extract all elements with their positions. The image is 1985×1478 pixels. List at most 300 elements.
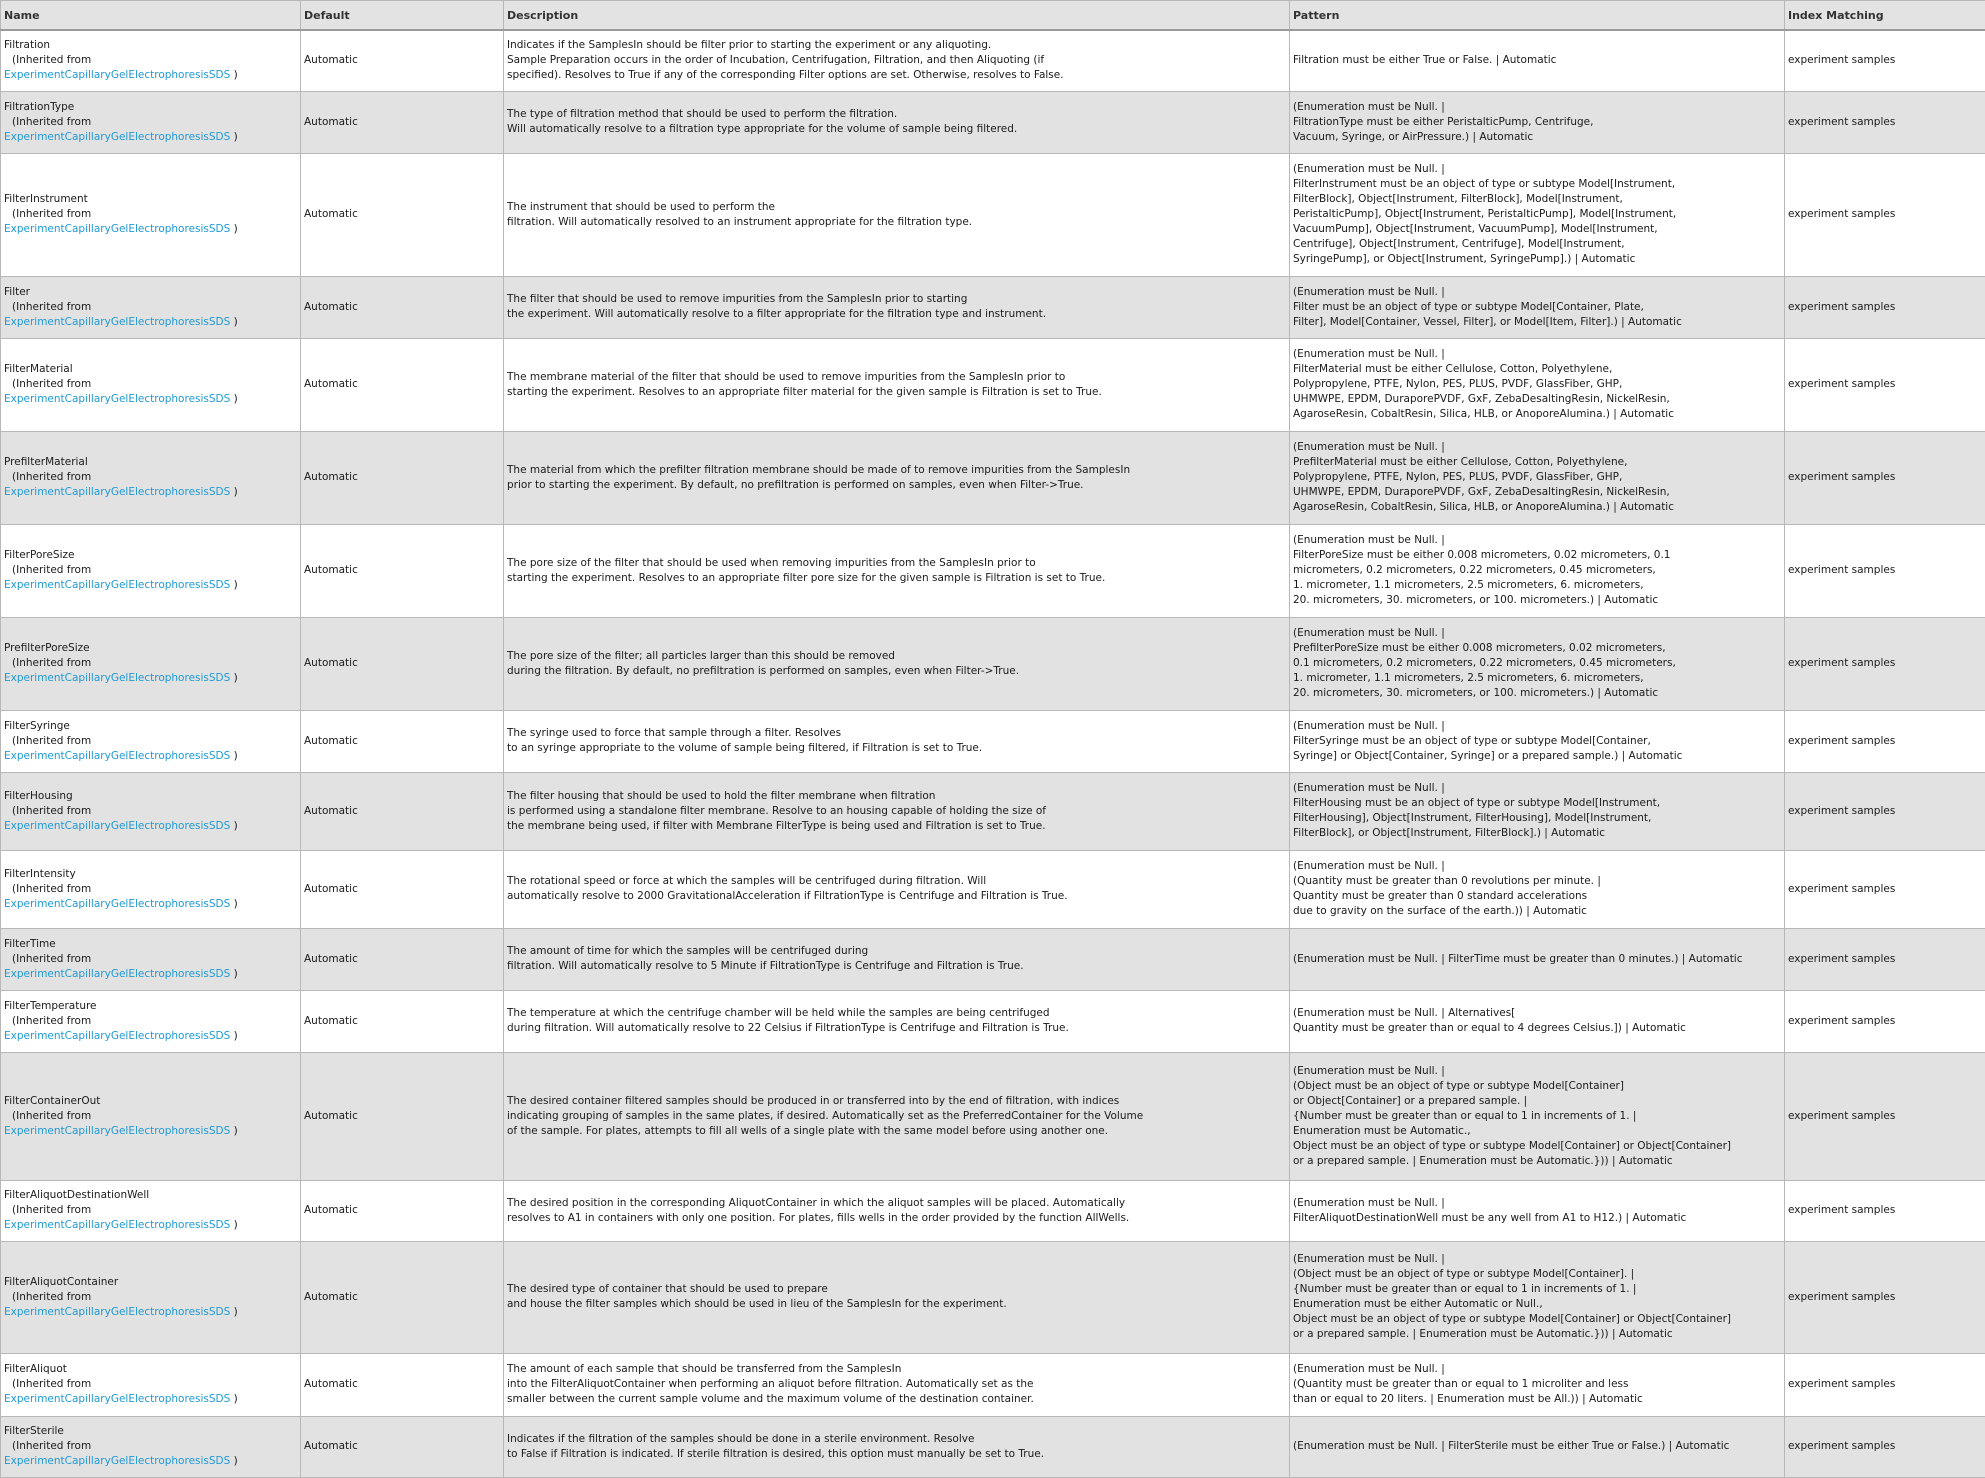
default-value: Automatic xyxy=(301,990,504,1052)
default-value: Automatic xyxy=(301,1241,504,1353)
pattern-cell xyxy=(1290,338,1785,431)
pattern-cell xyxy=(1290,1353,1785,1416)
description-cell xyxy=(504,617,1290,710)
pattern-line: Centrifuge], Object[Instrument, Centrifuge], Model[Instrument, xyxy=(1293,237,1781,252)
inherited-close-paren: ) xyxy=(230,820,237,832)
option-name-cell xyxy=(1,1416,301,1477)
option-name: PrefilterMaterial xyxy=(4,455,297,470)
inherited-note: (Inherited from xyxy=(4,804,297,819)
inherited-source-line xyxy=(4,1124,297,1139)
option-name-cell xyxy=(1,1052,301,1180)
inherited-note: (Inherited from xyxy=(4,563,297,578)
inherited-source-link[interactable]: ExperimentCapillaryGelElectrophoresisSDS xyxy=(4,223,230,235)
table-row xyxy=(1,1353,1985,1416)
inherited-note: (Inherited from xyxy=(4,300,297,315)
option-name: FilterContainerOut xyxy=(4,1094,297,1109)
pattern-line: UHMWPE, EPDM, DuraporePVDF, GxF, ZebaDesaltingResin, NickelResin, xyxy=(1293,392,1781,407)
inherited-note: (Inherited from xyxy=(4,1439,297,1454)
default-value: Automatic xyxy=(301,710,504,772)
pattern-line: FilterBlock], Object[Instrument, FilterBlock], Model[Instrument, xyxy=(1293,192,1781,207)
pattern-line: FiltrationType must be either PeristalticPump, Centrifuge, xyxy=(1293,115,1781,130)
pattern-line: (Object must be an object of type or subtype Model[Container]. | xyxy=(1293,1267,1781,1282)
header-pattern: Pattern xyxy=(1290,1,1785,31)
pattern-line: PrefilterPoreSize must be either 0.008 micrometers, 0.02 micrometers, xyxy=(1293,641,1781,656)
pattern-line: (Enumeration must be Null. | xyxy=(1293,1362,1781,1377)
pattern-line: or Object[Container] or a prepared sample. | xyxy=(1293,1094,1781,1109)
pattern-line: Filter], Model[Container, Vessel, Filter], or Model[Item, Filter].) | Automatic xyxy=(1293,315,1781,330)
pattern-cell xyxy=(1290,772,1785,850)
inherited-source-line xyxy=(4,68,297,83)
description-cell xyxy=(504,91,1290,153)
description-line: Indicates if the filtration of the samples should be done in a sterile environment. Resolve xyxy=(507,1432,1286,1447)
inherited-note: (Inherited from xyxy=(4,882,297,897)
inherited-note: (Inherited from xyxy=(4,952,297,967)
pattern-line: (Quantity must be greater than 0 revolutions per minute. | xyxy=(1293,874,1781,889)
option-name: Filter xyxy=(4,285,297,300)
index-matching-value: experiment samples xyxy=(1785,91,1985,153)
pattern-line: or a prepared sample. | Enumeration must be Automatic.})) | Automatic xyxy=(1293,1154,1781,1169)
inherited-source-link[interactable]: ExperimentCapillaryGelElectrophoresisSDS xyxy=(4,69,230,81)
inherited-close-paren: ) xyxy=(230,750,237,762)
description-cell xyxy=(504,710,1290,772)
description-line: starting the experiment. Resolves to an appropriate filter material for the given sample is Filtration is set to True. xyxy=(507,385,1286,400)
inherited-note: (Inherited from xyxy=(4,1203,297,1218)
pattern-line: (Enumeration must be Null. | xyxy=(1293,285,1781,300)
inherited-source-line xyxy=(4,967,297,982)
inherited-close-paren: ) xyxy=(230,1393,237,1405)
pattern-line: 20. micrometers, 30. micrometers, or 100. micrometers.) | Automatic xyxy=(1293,686,1781,701)
option-name: FilterSterile xyxy=(4,1424,297,1439)
pattern-line: PeristalticPump], Object[Instrument, PeristalticPump], Model[Instrument, xyxy=(1293,207,1781,222)
pattern-cell xyxy=(1290,431,1785,524)
inherited-close-paren: ) xyxy=(230,223,237,235)
inherited-source-link[interactable]: ExperimentCapillaryGelElectrophoresisSDS xyxy=(4,1219,230,1231)
inherited-source-line xyxy=(4,897,297,912)
description-line: The amount of time for which the samples will be centrifuged during xyxy=(507,944,1286,959)
inherited-source-line xyxy=(4,130,297,145)
table-row xyxy=(1,710,1985,772)
table-row xyxy=(1,617,1985,710)
header-default: Default xyxy=(301,1,504,31)
description-line: The rotational speed or force at which the samples will be centrifuged during filtration. Will xyxy=(507,874,1286,889)
description-line: The membrane material of the filter that should be used to remove impurities from the SamplesIn prior to xyxy=(507,370,1286,385)
description-line: to an syringe appropriate to the volume of sample being filtered, if Filtration is set to True. xyxy=(507,741,1286,756)
option-name: PrefilterPoreSize xyxy=(4,641,297,656)
description-line: The type of filtration method that should be used to perform the filtration. xyxy=(507,107,1286,122)
pattern-cell xyxy=(1290,850,1785,928)
pattern-line: FilterBlock], or Object[Instrument, FilterBlock].) | Automatic xyxy=(1293,826,1781,841)
table-row xyxy=(1,30,1985,91)
table-row xyxy=(1,91,1985,153)
option-name: FiltrationType xyxy=(4,100,297,115)
default-value: Automatic xyxy=(301,928,504,990)
table-row xyxy=(1,772,1985,850)
description-cell xyxy=(504,850,1290,928)
inherited-source-link[interactable]: ExperimentCapillaryGelElectrophoresisSDS xyxy=(4,1393,230,1405)
description-cell xyxy=(504,153,1290,276)
pattern-line: Enumeration must be Automatic., xyxy=(1293,1124,1781,1139)
description-cell xyxy=(504,524,1290,617)
description-line: The pore size of the filter that should be used when removing impurities from the SamplesIn prior to xyxy=(507,556,1286,571)
inherited-source-link[interactable]: ExperimentCapillaryGelElectrophoresisSDS xyxy=(4,820,230,832)
description-line: The desired type of container that should be used to prepare xyxy=(507,1282,1286,1297)
index-matching-value: experiment samples xyxy=(1785,617,1985,710)
description-line: is performed using a standalone filter membrane. Resolve to an housing capable of holding the size of xyxy=(507,804,1286,819)
pattern-cell xyxy=(1290,524,1785,617)
pattern-line: (Enumeration must be Null. | xyxy=(1293,1064,1781,1079)
option-name-cell xyxy=(1,1353,301,1416)
pattern-line: (Enumeration must be Null. | xyxy=(1293,533,1781,548)
description-line: into the FilterAliquotContainer when performing an aliquot before filtration. Automatically set as the xyxy=(507,1377,1286,1392)
option-name-cell xyxy=(1,1180,301,1241)
pattern-line: FilterHousing], Object[Instrument, FilterHousing], Model[Instrument, xyxy=(1293,811,1781,826)
pattern-line: PrefilterMaterial must be either Cellulose, Cotton, Polyethylene, xyxy=(1293,455,1781,470)
description-line: The filter that should be used to remove impurities from the SamplesIn prior to starting xyxy=(507,292,1286,307)
option-name-cell xyxy=(1,153,301,276)
table-row xyxy=(1,1241,1985,1353)
description-line: The desired position in the corresponding AliquotContainer in which the aliquot samples will be placed. Automatically xyxy=(507,1196,1286,1211)
inherited-source-link[interactable]: ExperimentCapillaryGelElectrophoresisSDS xyxy=(4,393,230,405)
description-cell xyxy=(504,928,1290,990)
pattern-cell xyxy=(1290,1416,1785,1477)
inherited-source-link[interactable]: ExperimentCapillaryGelElectrophoresisSDS xyxy=(4,672,230,684)
inherited-source-link[interactable]: ExperimentCapillaryGelElectrophoresisSDS xyxy=(4,316,230,328)
option-name-cell xyxy=(1,91,301,153)
default-value: Automatic xyxy=(301,153,504,276)
description-cell xyxy=(504,1416,1290,1477)
table-row xyxy=(1,850,1985,928)
inherited-close-paren: ) xyxy=(230,1455,237,1467)
inherited-note: (Inherited from xyxy=(4,1109,297,1124)
pattern-line: {Number must be greater than or equal to 1 in increments of 1. | xyxy=(1293,1109,1781,1124)
option-name: FilterSyringe xyxy=(4,719,297,734)
pattern-cell xyxy=(1290,1241,1785,1353)
index-matching-value: experiment samples xyxy=(1785,1052,1985,1180)
pattern-line: (Enumeration must be Null. | xyxy=(1293,781,1781,796)
pattern-line: 0.1 micrometers, 0.2 micrometers, 0.22 micrometers, 0.45 micrometers, xyxy=(1293,656,1781,671)
index-matching-value: experiment samples xyxy=(1785,338,1985,431)
index-matching-value: experiment samples xyxy=(1785,276,1985,338)
description-line: The syringe used to force that sample through a filter. Resolves xyxy=(507,726,1286,741)
pattern-cell xyxy=(1290,990,1785,1052)
description-cell xyxy=(504,772,1290,850)
inherited-close-paren: ) xyxy=(230,672,237,684)
table-row xyxy=(1,338,1985,431)
inherited-source-link[interactable]: ExperimentCapillaryGelElectrophoresisSDS xyxy=(4,968,230,980)
inherited-close-paren: ) xyxy=(230,1125,237,1137)
table-row xyxy=(1,928,1985,990)
inherited-source-link[interactable]: ExperimentCapillaryGelElectrophoresisSDS xyxy=(4,486,230,498)
pattern-line: Polypropylene, PTFE, Nylon, PES, PLUS, PVDF, GlassFiber, GHP, xyxy=(1293,470,1781,485)
pattern-line: (Enumeration must be Null. | xyxy=(1293,347,1781,362)
pattern-line: Quantity must be greater than 0 standard accelerations xyxy=(1293,889,1781,904)
inherited-close-paren: ) xyxy=(230,393,237,405)
pattern-line: (Enumeration must be Null. | xyxy=(1293,626,1781,641)
option-name: FilterIntensity xyxy=(4,867,297,882)
description-line: during filtration. Will automatically resolve to 22 Celsius if FiltrationType is Centrifuge and Filtration is True. xyxy=(507,1021,1286,1036)
description-line: automatically resolve to 2000 GravitationalAcceleration if FiltrationType is Centrifuge and Filtration is True. xyxy=(507,889,1286,904)
pattern-cell xyxy=(1290,276,1785,338)
pattern-line: Object must be an object of type or subtype Model[Container] or Object[Container] xyxy=(1293,1312,1781,1327)
description-cell xyxy=(504,431,1290,524)
description-line: smaller between the current sample volume and the maximum volume of the destination container. xyxy=(507,1392,1286,1407)
pattern-line: FilterHousing must be an object of type or subtype Model[Instrument, xyxy=(1293,796,1781,811)
table-row xyxy=(1,524,1985,617)
description-cell xyxy=(504,30,1290,91)
description-line: The amount of each sample that should be transferred from the SamplesIn xyxy=(507,1362,1286,1377)
table-row xyxy=(1,431,1985,524)
pattern-line: Syringe] or Object[Container, Syringe] or a prepared sample.) | Automatic xyxy=(1293,749,1781,764)
inherited-source-line xyxy=(4,671,297,686)
inherited-note: (Inherited from xyxy=(4,656,297,671)
option-name: FilterAliquot xyxy=(4,1362,297,1377)
option-name: Filtration xyxy=(4,38,297,53)
pattern-line: (Enumeration must be Null. | xyxy=(1293,162,1781,177)
option-name-cell xyxy=(1,30,301,91)
pattern-line: Quantity must be greater than or equal to 4 degrees Celsius.]) | Automatic xyxy=(1293,1021,1781,1036)
description-line: indicating grouping of samples in the same plates, if desired. Automatically set as the PreferredContainer for the Volume xyxy=(507,1109,1286,1124)
inherited-close-paren: ) xyxy=(230,316,237,328)
inherited-note: (Inherited from xyxy=(4,377,297,392)
description-line: The material from which the prefilter filtration membrane should be made of to remove impurities from the SamplesIn xyxy=(507,463,1286,478)
pattern-line: (Enumeration must be Null. | Alternatives[ xyxy=(1293,1006,1781,1021)
default-value: Automatic xyxy=(301,431,504,524)
description-line: of the sample. For plates, attempts to fill all wells of a single plate with the same model before using another one. xyxy=(507,1124,1286,1139)
option-name-cell xyxy=(1,850,301,928)
inherited-note: (Inherited from xyxy=(4,1290,297,1305)
description-cell xyxy=(504,1241,1290,1353)
description-cell xyxy=(504,990,1290,1052)
inherited-source-link[interactable]: ExperimentCapillaryGelElectrophoresisSDS xyxy=(4,1306,230,1318)
pattern-line: AgaroseResin, CobaltResin, Silica, HLB, or AnoporeAlumina.) | Automatic xyxy=(1293,407,1781,422)
option-name-cell xyxy=(1,990,301,1052)
pattern-line: than or equal to 20 liters. | Enumeration must be All.)) | Automatic xyxy=(1293,1392,1781,1407)
inherited-source-link[interactable]: ExperimentCapillaryGelElectrophoresisSDS xyxy=(4,131,230,143)
description-line: The temperature at which the centrifuge chamber will be held while the samples are being centrifuged xyxy=(507,1006,1286,1021)
description-cell xyxy=(504,276,1290,338)
pattern-line: Polypropylene, PTFE, Nylon, PES, PLUS, PVDF, GlassFiber, GHP, xyxy=(1293,377,1781,392)
description-line: the membrane being used, if filter with Membrane FilterType is being used and Filtration is set to True. xyxy=(507,819,1286,834)
index-matching-value: experiment samples xyxy=(1785,431,1985,524)
pattern-cell xyxy=(1290,1180,1785,1241)
description-line: filtration. Will automatically resolved to an instrument appropriate for the filtration type. xyxy=(507,215,1286,230)
description-line: the experiment. Will automatically resolve to a filter appropriate for the filtration type and instrument. xyxy=(507,307,1286,322)
option-name: FilterHousing xyxy=(4,789,297,804)
option-name: FilterAliquotDestinationWell xyxy=(4,1188,297,1203)
inherited-close-paren: ) xyxy=(230,968,237,980)
inherited-source-line xyxy=(4,1392,297,1407)
pattern-line: (Object must be an object of type or subtype Model[Container] xyxy=(1293,1079,1781,1094)
index-matching-value: experiment samples xyxy=(1785,772,1985,850)
pattern-line: (Enumeration must be Null. | xyxy=(1293,719,1781,734)
index-matching-value: experiment samples xyxy=(1785,153,1985,276)
description-line: The pore size of the filter; all particles larger than this should be removed xyxy=(507,649,1286,664)
default-value: Automatic xyxy=(301,772,504,850)
pattern-line: Vacuum, Syringe, or AirPressure.) | Automatic xyxy=(1293,130,1781,145)
pattern-cell xyxy=(1290,1052,1785,1180)
description-cell xyxy=(504,338,1290,431)
inherited-source-line xyxy=(4,1305,297,1320)
option-name: FilterPoreSize xyxy=(4,548,297,563)
inherited-close-paren: ) xyxy=(230,1306,237,1318)
default-value: Automatic xyxy=(301,276,504,338)
option-name: FilterTemperature xyxy=(4,999,297,1014)
pattern-line: (Enumeration must be Null. | xyxy=(1293,1196,1781,1211)
description-line: and house the filter samples which should be used in lieu of the SamplesIn for the experiment. xyxy=(507,1297,1286,1312)
default-value: Automatic xyxy=(301,1180,504,1241)
inherited-source-link[interactable]: ExperimentCapillaryGelElectrophoresisSDS xyxy=(4,750,230,762)
index-matching-value: experiment samples xyxy=(1785,990,1985,1052)
pattern-line: micrometers, 0.2 micrometers, 0.22 micrometers, 0.45 micrometers, xyxy=(1293,563,1781,578)
index-matching-value: experiment samples xyxy=(1785,1353,1985,1416)
inherited-source-link[interactable]: ExperimentCapillaryGelElectrophoresisSDS xyxy=(4,898,230,910)
default-value: Automatic xyxy=(301,524,504,617)
default-value: Automatic xyxy=(301,30,504,91)
inherited-source-line xyxy=(4,1218,297,1233)
default-value: Automatic xyxy=(301,1052,504,1180)
option-name: FilterInstrument xyxy=(4,192,297,207)
description-line: prior to starting the experiment. By default, no prefiltration is performed on samples, even when Filter->True. xyxy=(507,478,1286,493)
pattern-line: Enumeration must be either Automatic or Null., xyxy=(1293,1297,1781,1312)
description-line: The instrument that should be used to perform the xyxy=(507,200,1286,215)
description-line: during the filtration. By default, no prefiltration is performed on samples, even when Filter->True. xyxy=(507,664,1286,679)
option-name-cell xyxy=(1,276,301,338)
table-row xyxy=(1,990,1985,1052)
inherited-note: (Inherited from xyxy=(4,1014,297,1029)
pattern-cell xyxy=(1290,91,1785,153)
description-line: starting the experiment. Resolves to an appropriate filter pore size for the given sample is Filtration is set to True. xyxy=(507,571,1286,586)
default-value: Automatic xyxy=(301,1416,504,1477)
inherited-source-line xyxy=(4,485,297,500)
pattern-line: 1. micrometer, 1.1 micrometers, 2.5 micrometers, 6. micrometers, xyxy=(1293,578,1781,593)
pattern-line: (Enumeration must be Null. | xyxy=(1293,859,1781,874)
header-index-matching: Index Matching xyxy=(1785,1,1985,31)
index-matching-value: experiment samples xyxy=(1785,1180,1985,1241)
inherited-note: (Inherited from xyxy=(4,207,297,222)
inherited-source-link[interactable]: ExperimentCapillaryGelElectrophoresisSDS xyxy=(4,1455,230,1467)
table-row xyxy=(1,1416,1985,1477)
inherited-source-line xyxy=(4,749,297,764)
inherited-source-line xyxy=(4,222,297,237)
option-name-cell xyxy=(1,524,301,617)
pattern-line: FilterAliquotDestinationWell must be any well from A1 to H12.) | Automatic xyxy=(1293,1211,1781,1226)
default-value: Automatic xyxy=(301,850,504,928)
inherited-source-line xyxy=(4,1454,297,1469)
index-matching-value: experiment samples xyxy=(1785,850,1985,928)
description-line: to False if Filtration is indicated. If sterile filtration is desired, this option must manually be set to True. xyxy=(507,1447,1286,1462)
inherited-source-line xyxy=(4,819,297,834)
pattern-line: (Quantity must be greater than or equal to 1 microliter and less xyxy=(1293,1377,1781,1392)
header-name: Name xyxy=(1,1,301,31)
table-row xyxy=(1,153,1985,276)
table-body xyxy=(1,30,1985,1477)
inherited-source-line xyxy=(4,392,297,407)
default-value: Automatic xyxy=(301,617,504,710)
inherited-close-paren: ) xyxy=(230,898,237,910)
option-name-cell xyxy=(1,1241,301,1353)
table-header-row xyxy=(1,1,1985,31)
pattern-line: 20. micrometers, 30. micrometers, or 100. micrometers.) | Automatic xyxy=(1293,593,1781,608)
description-line: Will automatically resolve to a filtration type appropriate for the volume of sample being filtered. xyxy=(507,122,1286,137)
pattern-line: {Number must be greater than or equal to 1 in increments of 1. | xyxy=(1293,1282,1781,1297)
pattern-line: (Enumeration must be Null. | FilterTime must be greater than 0 minutes.) | Automatic xyxy=(1293,952,1781,967)
pattern-line: (Enumeration must be Null. | xyxy=(1293,100,1781,115)
pattern-line: Filtration must be either True or False. | Automatic xyxy=(1293,53,1781,68)
description-line: Indicates if the SamplesIn should be filter prior to starting the experiment or any aliquoting. xyxy=(507,38,1286,53)
pattern-line: FilterSyringe must be an object of type or subtype Model[Container, xyxy=(1293,734,1781,749)
pattern-line: VacuumPump], Object[Instrument, VacuumPump], Model[Instrument, xyxy=(1293,222,1781,237)
option-name-cell xyxy=(1,710,301,772)
pattern-line: SyringePump], or Object[Instrument, SyringePump].) | Automatic xyxy=(1293,252,1781,267)
inherited-source-line xyxy=(4,1029,297,1044)
description-line: specified). Resolves to True if any of the corresponding Filter options are set. Otherwise, resolves to False. xyxy=(507,68,1286,83)
inherited-close-paren: ) xyxy=(230,579,237,591)
inherited-source-link[interactable]: ExperimentCapillaryGelElectrophoresisSDS xyxy=(4,1030,230,1042)
inherited-note: (Inherited from xyxy=(4,734,297,749)
description-line: The desired container filtered samples should be produced in or transferred into by the end of filtration, with indices xyxy=(507,1094,1286,1109)
option-name-cell xyxy=(1,928,301,990)
inherited-source-line xyxy=(4,578,297,593)
pattern-line: FilterMaterial must be either Cellulose, Cotton, Polyethylene, xyxy=(1293,362,1781,377)
index-matching-value: experiment samples xyxy=(1785,1416,1985,1477)
pattern-cell xyxy=(1290,617,1785,710)
pattern-line: UHMWPE, EPDM, DuraporePVDF, GxF, ZebaDesaltingResin, NickelResin, xyxy=(1293,485,1781,500)
option-name: FilterTime xyxy=(4,937,297,952)
pattern-line: Object must be an object of type or subtype Model[Container] or Object[Container] xyxy=(1293,1139,1781,1154)
pattern-line: (Enumeration must be Null. | FilterSterile must be either True or False.) | Automatic xyxy=(1293,1439,1781,1454)
default-value: Automatic xyxy=(301,338,504,431)
inherited-close-paren: ) xyxy=(230,1030,237,1042)
inherited-source-link[interactable]: ExperimentCapillaryGelElectrophoresisSDS xyxy=(4,1125,230,1137)
index-matching-value: experiment samples xyxy=(1785,928,1985,990)
index-matching-value: experiment samples xyxy=(1785,30,1985,91)
option-name-cell xyxy=(1,617,301,710)
description-cell xyxy=(504,1180,1290,1241)
default-value: Automatic xyxy=(301,1353,504,1416)
index-matching-value: experiment samples xyxy=(1785,710,1985,772)
pattern-line: or a prepared sample. | Enumeration must be Automatic.})) | Automatic xyxy=(1293,1327,1781,1342)
inherited-note: (Inherited from xyxy=(4,470,297,485)
description-cell xyxy=(504,1052,1290,1180)
pattern-line: due to gravity on the surface of the earth.)) | Automatic xyxy=(1293,904,1781,919)
pattern-line: FilterInstrument must be an object of type or subtype Model[Instrument, xyxy=(1293,177,1781,192)
option-name-cell xyxy=(1,338,301,431)
default-value: Automatic xyxy=(301,91,504,153)
table-row xyxy=(1,1052,1985,1180)
inherited-close-paren: ) xyxy=(230,1219,237,1231)
pattern-line: FilterPoreSize must be either 0.008 micrometers, 0.02 micrometers, 0.1 xyxy=(1293,548,1781,563)
description-line: filtration. Will automatically resolve to 5 Minute if FiltrationType is Centrifuge and Filtration is True. xyxy=(507,959,1286,974)
inherited-note: (Inherited from xyxy=(4,1377,297,1392)
inherited-source-link[interactable]: ExperimentCapillaryGelElectrophoresisSDS xyxy=(4,579,230,591)
inherited-source-line xyxy=(4,315,297,330)
pattern-cell xyxy=(1290,928,1785,990)
inherited-close-paren: ) xyxy=(230,131,237,143)
option-name-cell xyxy=(1,772,301,850)
index-matching-value: experiment samples xyxy=(1785,524,1985,617)
pattern-cell xyxy=(1290,710,1785,772)
header-description: Description xyxy=(504,1,1290,31)
inherited-note: (Inherited from xyxy=(4,115,297,130)
description-line: resolves to A1 in containers with only one position. For plates, fills wells in the order provided by the function AllWells. xyxy=(507,1211,1286,1226)
pattern-line: AgaroseResin, CobaltResin, Silica, HLB, or AnoporeAlumina.) | Automatic xyxy=(1293,500,1781,515)
pattern-cell xyxy=(1290,30,1785,91)
pattern-line: 1. micrometer, 1.1 micrometers, 2.5 micrometers, 6. micrometers, xyxy=(1293,671,1781,686)
inherited-note: (Inherited from xyxy=(4,53,297,68)
pattern-line: (Enumeration must be Null. | xyxy=(1293,1252,1781,1267)
option-name-cell xyxy=(1,431,301,524)
pattern-cell xyxy=(1290,153,1785,276)
